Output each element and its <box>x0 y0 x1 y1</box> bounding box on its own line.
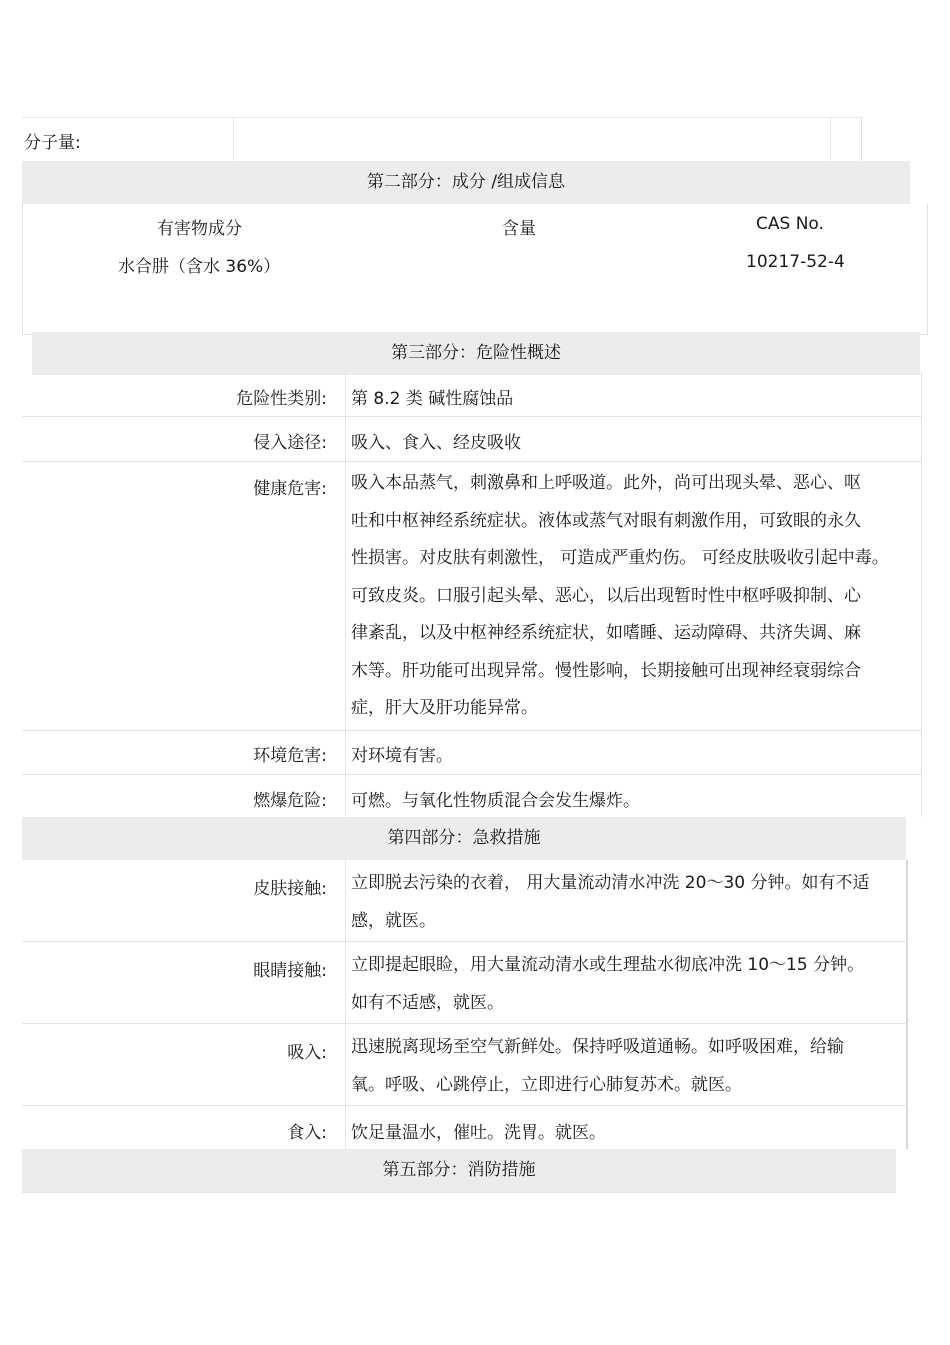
env-value: 对环境有害。 <box>351 746 453 766</box>
section-4-title: 第四部分：急救措施 <box>22 817 906 860</box>
section-2-title: 第二部分：成分 /组成信息 <box>22 161 910 204</box>
ingest-label: 食入: <box>287 1123 327 1143</box>
ingest-value: 饮足量温水，催吐。洗胃。就医。 <box>351 1123 606 1143</box>
hazard-class-row <box>22 372 922 416</box>
mw-row <box>22 117 862 161</box>
skin-label: 皮肤接触: <box>253 879 327 899</box>
hazard-table <box>22 372 922 817</box>
composition-table <box>22 204 928 335</box>
first-aid-table <box>22 860 908 1149</box>
eye-line: 立即提起眼睑，用大量流动清水或生理盐水彻底冲洗 10～15 分钟。 <box>351 955 865 975</box>
health-line: 性损害。对皮肤有刺激性， 可造成严重灼伤。 可经皮肤吸收引起中毒。 <box>351 548 889 568</box>
fire-row <box>22 775 922 817</box>
env-label: 环境危害: <box>253 746 327 766</box>
col-content-header: 含量 <box>502 219 536 239</box>
skin-row <box>22 860 908 940</box>
health-row <box>22 462 922 730</box>
health-text <box>351 465 921 728</box>
mw-divider-2 <box>830 118 862 162</box>
health-line: 症，肝大及肝功能异常。 <box>351 698 538 718</box>
health-label: 健康危害: <box>253 479 327 499</box>
section-5-bottom-edge <box>22 1192 896 1193</box>
section-3-title: 第三部分：危险性概述 <box>32 332 920 375</box>
eye-text <box>351 947 907 1022</box>
hazard-class-label: 危险性类别: <box>236 389 327 409</box>
inhale-line: 氧。呼吸、心跳停止，立即进行心肺复苏术。就医。 <box>351 1074 742 1095</box>
eye-label: 眼睛接触: <box>253 961 327 981</box>
fire-label: 燃爆危险: <box>253 791 327 811</box>
eye-row <box>22 942 908 1022</box>
health-line: 律紊乱，以及中枢神经系统症状，如嗜睡、运动障碍、共济失调、麻 <box>351 623 861 643</box>
route-row <box>22 417 922 461</box>
route-label: 侵入途径: <box>253 433 327 453</box>
cas-number: 10217-52-4 <box>746 252 845 272</box>
col-cas-header: CAS No. <box>756 214 824 234</box>
route-value: 吸入、食入、经皮吸收 <box>351 433 521 453</box>
inhale-row <box>22 1024 908 1104</box>
health-line: 吸入本品蒸气，刺激鼻和上呼吸道。此外，尚可出现头晕、恶心、呕 <box>351 473 861 493</box>
ingredient-name: 水合肼（含水 36%） <box>118 257 281 277</box>
skin-text <box>351 865 907 940</box>
health-line: 木等。肝功能可出现异常。慢性影响，长期接触可出现神经衰弱综合 <box>351 660 861 681</box>
ingest-row <box>22 1106 908 1149</box>
col-ingredient-header: 有害物成分 <box>157 219 242 239</box>
eye-line: 如有不适感，就医。 <box>351 992 504 1013</box>
skin-line: 立即脱去污染的衣着， 用大量流动清水冲洗 20～30 分钟。如有不适 <box>351 873 870 893</box>
hazard-class-value: 第 8.2 类 碱性腐蚀品 <box>351 389 514 409</box>
health-line: 可致皮炎。口服引起头晕、恶心，以后出现暂时性中枢呼吸抑制、心 <box>351 585 861 606</box>
inhale-line: 迅速脱离现场至空气新鲜处。保持呼吸道通畅。如呼吸困难，给输 <box>351 1037 844 1057</box>
inhale-text <box>351 1029 907 1104</box>
mw-label: 分子量: <box>24 133 81 153</box>
skin-line: 感，就医。 <box>351 910 436 931</box>
section-5-title: 第五部分：消防措施 <box>22 1149 896 1192</box>
fire-value: 可燃。与氧化性物质混合会发生爆炸。 <box>351 791 640 811</box>
env-row <box>22 731 922 774</box>
health-line: 吐和中枢神经系统症状。液体或蒸气对眼有刺激作用，可致眼的永久 <box>351 510 861 531</box>
mw-divider-1 <box>233 118 234 162</box>
inhale-label: 吸入: <box>287 1043 327 1063</box>
